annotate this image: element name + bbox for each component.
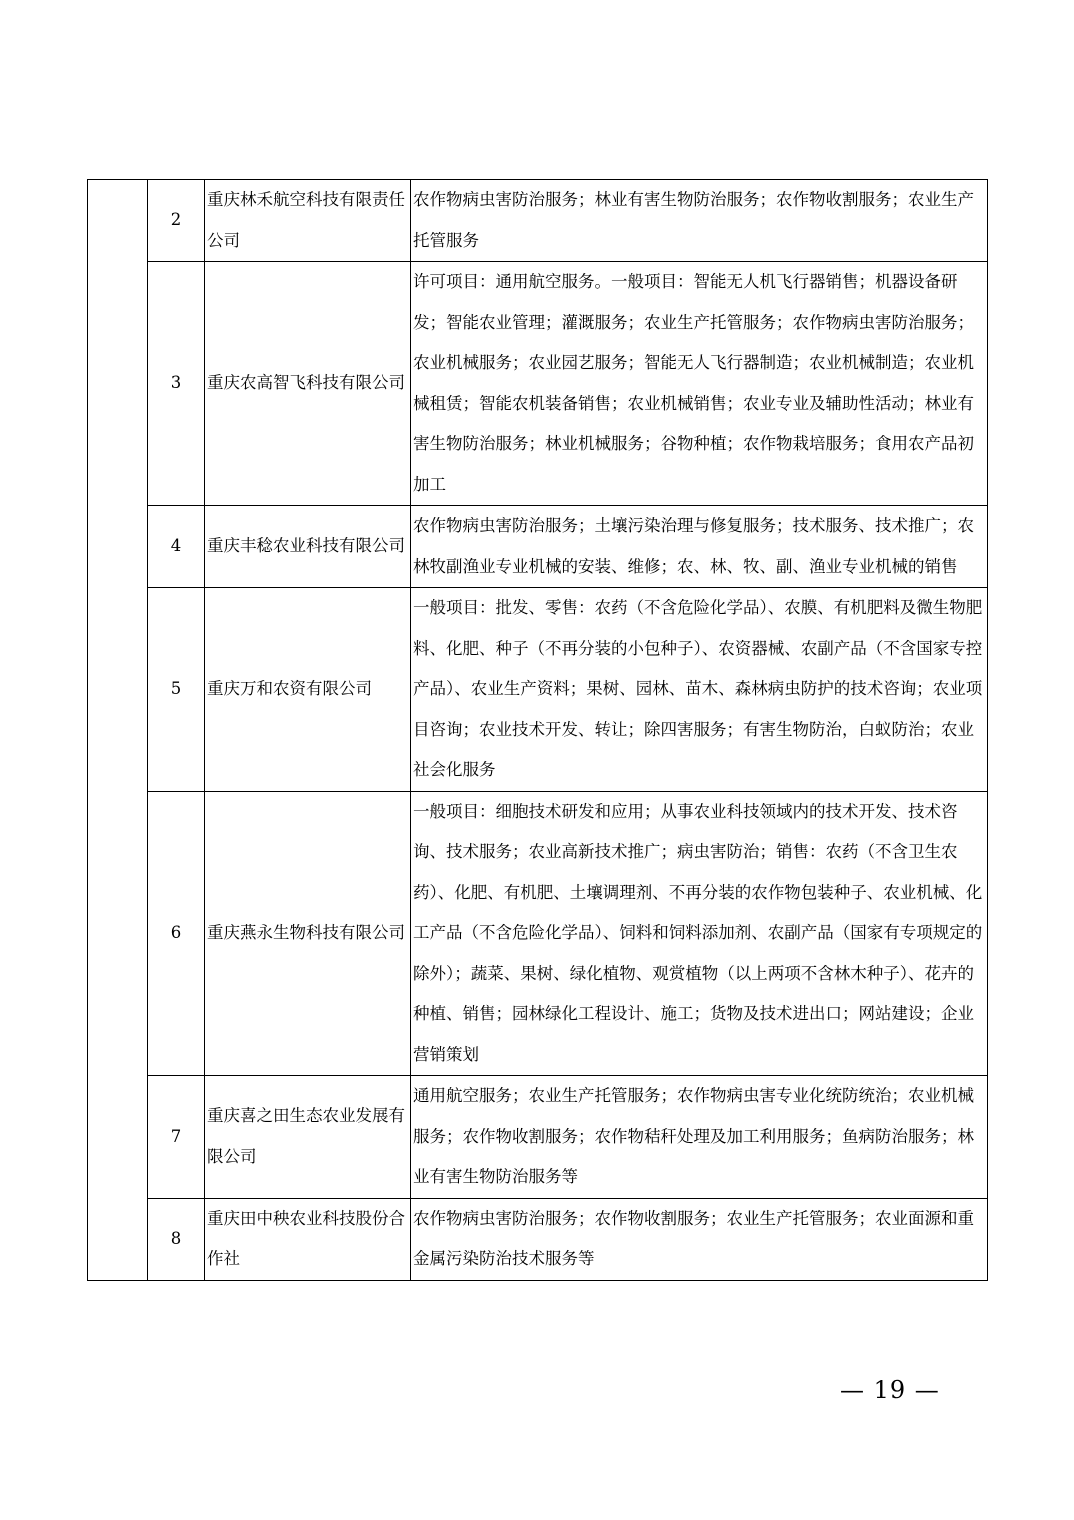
enterprise-table — [87, 179, 988, 1281]
business-scope: 农作物病虫害防治服务；农作物收割服务；农业生产托管服务；农业面源和重金属污染防治技术服务等 — [411, 1198, 988, 1280]
company-name: 重庆万和农资有限公司 — [205, 588, 411, 792]
table-row — [88, 262, 988, 506]
company-name: 重庆农高智飞科技有限公司 — [205, 262, 411, 506]
company-name: 重庆丰稔农业科技有限公司 — [205, 506, 411, 588]
row-number: 3 — [148, 262, 205, 506]
row-number: 7 — [148, 1076, 205, 1199]
row-number: 6 — [148, 791, 205, 1076]
row-number: 2 — [148, 180, 205, 262]
business-scope: 一般项目：批发、零售：农药（不含危险化学品）、农膜、有机肥料及微生物肥料、化肥、种子（不再分装的小包种子）、农资器械、农副产品（不含国家专控产品）、农业生产资料；果树、园林、苗木、森林病虫防护的技术咨询；农业项目咨询；农业技术开发、转让；除四害服务；有害生物防治，白蚁防治；农业社会化服务 — [411, 588, 988, 792]
company-name: 重庆田中秧农业科技股份合作社 — [205, 1198, 411, 1280]
table-row — [88, 588, 988, 792]
business-scope: 一般项目：细胞技术研发和应用；从事农业科技领域内的技术开发、技术咨询、技术服务；农业高新技术推广；病虫害防治；销售：农药（不含卫生农药）、化肥、有机肥、土壤调理剂、不再分装的农作物包装种子、农业机械、化工产品（不含危险化学品）、饲料和饲料添加剂、农副产品（国家有专项规定的除外）；蔬菜、果树、绿化植物、观赏植物（以上两项不含林木种子）、花卉的种植、销售；园林绿化工程设计、施工；货物及技术进出口；网站建设；企业营销策划 — [411, 791, 988, 1076]
page-number: — 19 — — [840, 1376, 940, 1404]
category-cell — [88, 180, 148, 1281]
table-row — [88, 1198, 988, 1280]
row-number: 8 — [148, 1198, 205, 1280]
table-row — [88, 506, 988, 588]
business-scope: 通用航空服务；农业生产托管服务；农作物病虫害专业化统防统治；农业机械服务；农作物收割服务；农作物秸秆处理及加工利用服务；鱼病防治服务；林业有害生物防治服务等 — [411, 1076, 988, 1199]
business-scope: 农作物病虫害防治服务；土壤污染治理与修复服务；技术服务、技术推广；农林牧副渔业专业机械的安装、维修；农、林、牧、副、渔业专业机械的销售 — [411, 506, 988, 588]
row-number: 4 — [148, 506, 205, 588]
table-row — [88, 180, 988, 262]
business-scope: 农作物病虫害防治服务；林业有害生物防治服务；农作物收割服务；农业生产托管服务 — [411, 180, 988, 262]
table-row — [88, 1076, 988, 1199]
business-scope: 许可项目：通用航空服务。一般项目：智能无人机飞行器销售；机器设备研发；智能农业管理；灌溉服务；农业生产托管服务；农作物病虫害防治服务；农业机械服务；农业园艺服务；智能无人飞行器制造；农业机械制造；农业机械租赁；智能农机装备销售；农业机械销售；农业专业及辅助性活动；林业有害生物防治服务；林业机械服务；谷物种植；农作物栽培服务；食用农产品初加工 — [411, 262, 988, 506]
table-row — [88, 791, 988, 1076]
row-number: 5 — [148, 588, 205, 792]
company-name: 重庆燕永生物科技有限公司 — [205, 791, 411, 1076]
company-name: 重庆林禾航空科技有限责任公司 — [205, 180, 411, 262]
company-name: 重庆喜之田生态农业发展有限公司 — [205, 1076, 411, 1199]
